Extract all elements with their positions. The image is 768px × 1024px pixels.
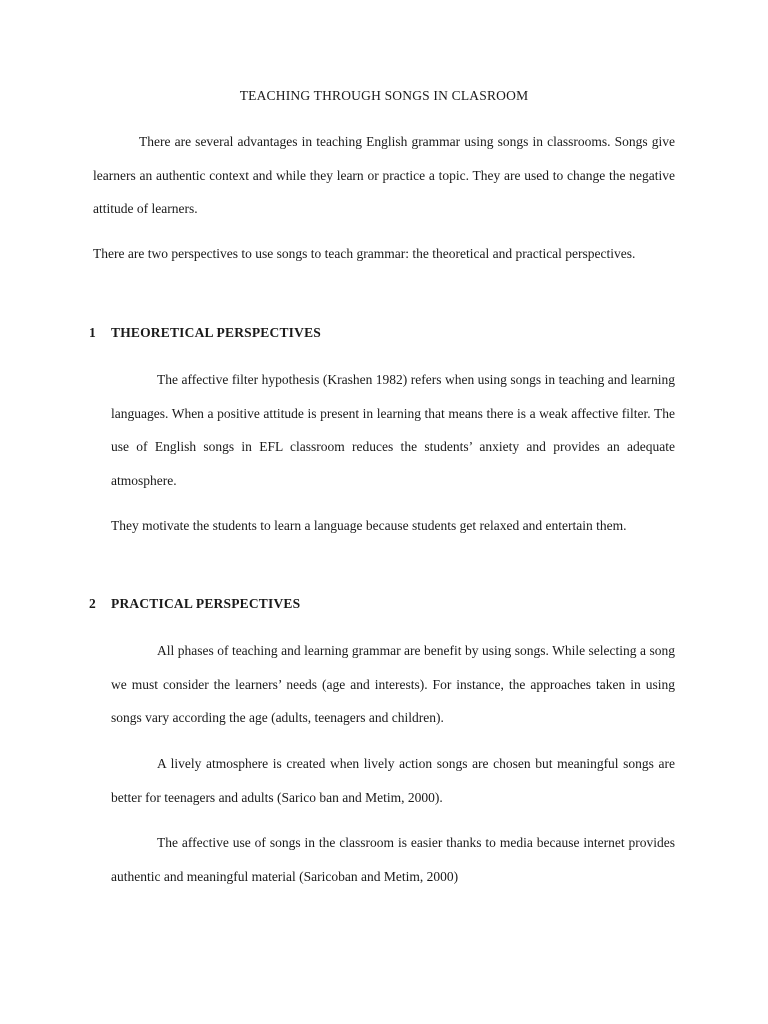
section-heading-1 [89,325,321,341]
document-title: TEACHING THROUGH SONGS IN CLASROOM [239,88,529,103]
section-2-paragraph-3: The affective use of songs in the classroom is easier thanks to media because internet provides authentic and meaningful material (Saricoban and Metim, 2000) [111,835,675,884]
section-heading-text: THEORETICAL PERSPECTIVES [111,325,321,340]
section-1-paragraph-1: The affective filter hypothesis (Krashen 1982) refers when using songs in teaching and learning languages. When a positive attitude is present in learning that means there is a weak affective filter. The use of English songs in EFL classroom reduces the students’ anxiety and provides an adequate atmosphere. [111,372,675,488]
section-2-paragraph-2: A lively atmosphere is created when lively action songs are chosen but meaningful songs are better for teenagers and adults (Sarico ban and Metim, 2000). [111,756,675,805]
intro-paragraph-1: There are several advantages in teaching English grammar using songs in classrooms. Songs give learners an authentic context and while they learn or practice a topic. They are used to change the negative attitude of learners. [93,134,675,216]
section-1-paragraph-2: They motivate the students to learn a language because students get relaxed and entertain them. [111,518,627,533]
intro-paragraph-2: There are two perspectives to use songs to teach grammar: the theoretical and practical perspectives. [93,246,636,261]
section-number: 1 [89,325,96,340]
section-2-paragraph-1: All phases of teaching and learning grammar are benefit by using songs. While selecting a song we must consider the learners’ needs (age and interests). For instance, the approaches taken in using songs vary according the age (adults, teenagers and children). [111,643,675,725]
section-heading-2 [89,596,300,612]
section-number: 2 [89,596,96,611]
section-heading-text: PRACTICAL PERSPECTIVES [111,596,301,611]
